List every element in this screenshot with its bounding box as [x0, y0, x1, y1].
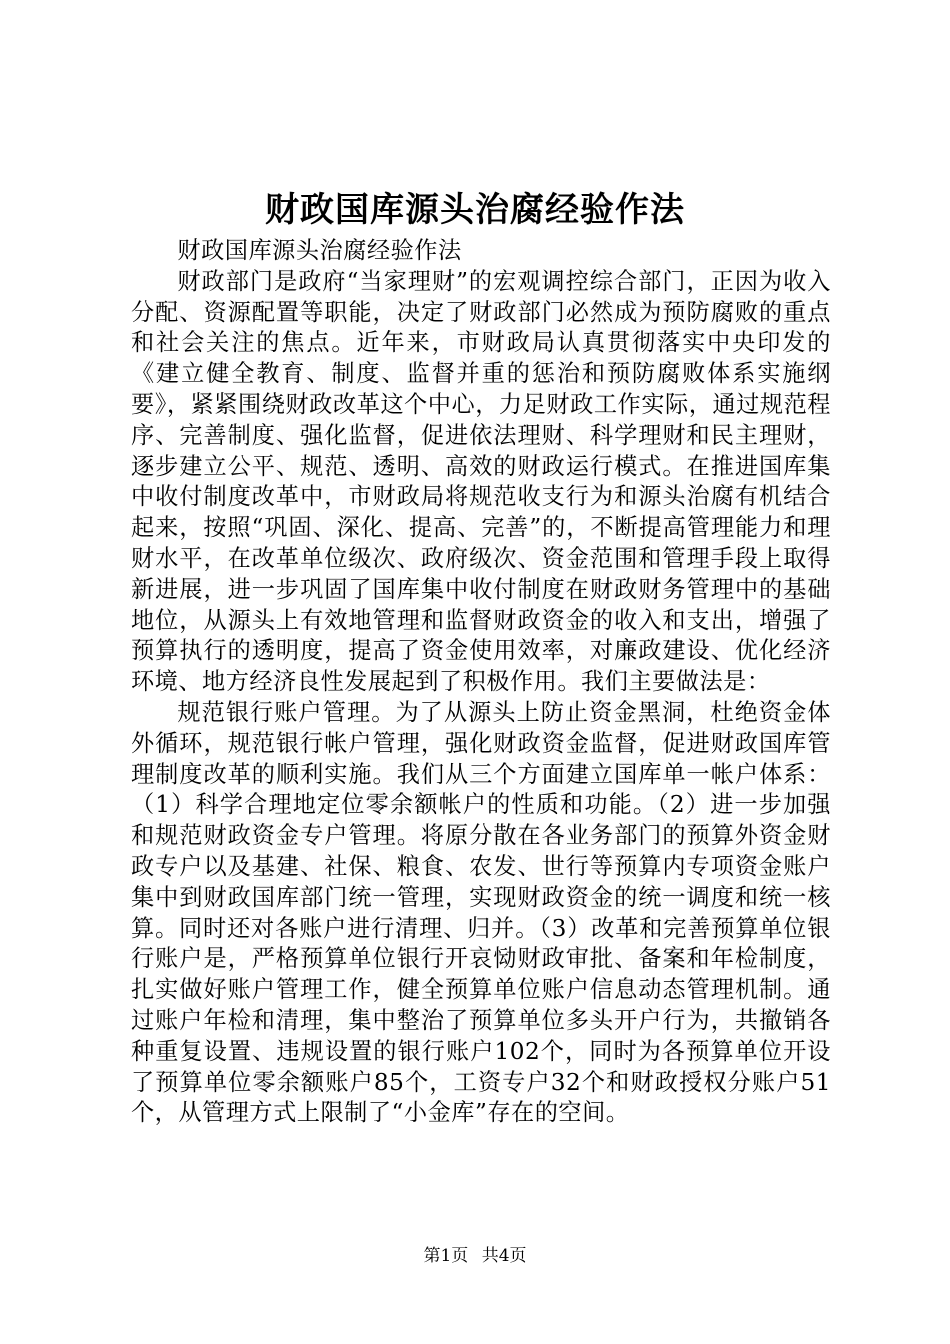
page-footer [0, 1244, 950, 1268]
page-total: 共4页 [481, 1246, 527, 1266]
paragraph-bank-account-management: 规范银行账户管理。为了从源头上防止资金黑洞，杜绝资金体外循环，规范银行帐户管理，强化财政资金监督，促进财政国库管理制度改革的顺利实施。我们从三个方面建立国库单一帐户体系：（1）科学合理地定位零余额帐户的性质和功能。（2）进一步加强和规范财政资金专户管理。将原分散在各业务部门的预算外资金财政专户以及基建、社保、粮食、农发、世行等预算内专项资金账户集中到财政国库部门统一管理，实现财政资金的统一调度和统一核算。同时还对各账户进行清理、归并。（3）改革和完善预算单位银行账户是，严格预算单位银行开哀恸财政审批、备案和年检制度，扎实做好账户管理工作，健全预算单位账户信息动态管理机制。通过账户年检和清理，集中整治了预算单位多头开户行为，共撤销各种重复设置、违规设置的银行账户102个，同时为各预算单位开设了预算单位零余额账户85个，工资专户32个和财政授权分账户51个，从管理方式上限制了“小金库”存在的空间。 [131, 698, 831, 1127]
document-title: 财政国库源头治腐经验作法 [265, 190, 685, 230]
paragraph-introduction: 财政部门是政府“当家理财”的宏观调控综合部门，正因为收入分配、资源配置等职能，决定了财政部门必然成为预防腐败的重点和社会关注的焦点。近年来，市财政局认真贯彻落实中央印发的《建立健全教育、制度、监督并重的惩治和预防腐败体系实施纲要》，紧紧围绕财政改革这个中心，力足财政工作实际，通过规范程序、完善制度、强化监督，促进依法理财、科学理财和民主理财，逐步建立公平、规范、透明、高效的财政运行模式。在推进国库集中收付制度改革中，市财政局将规范收支行为和源头治腐有机结合起来，按照“巩固、深化、提高、完善”的，不断提高管理能力和理财水平，在改革单位级次、政府级次、资金范围和管理手段上取得新进展，进一步巩固了国库集中收付制度在财政财务管理中的基础地位，从源头上有效地管理和监督财政资金的收入和支出，增强了预算执行的透明度，提高了资金使用效率，对廉政建设、优化经济环境、地方经济良性发展起到了积极作用。我们主要做法是： [131, 267, 831, 696]
document-body [131, 236, 831, 1129]
page-number: 第1页 [423, 1246, 469, 1266]
paragraph-subtitle: 财政国库源头治腐经验作法 [177, 237, 462, 264]
